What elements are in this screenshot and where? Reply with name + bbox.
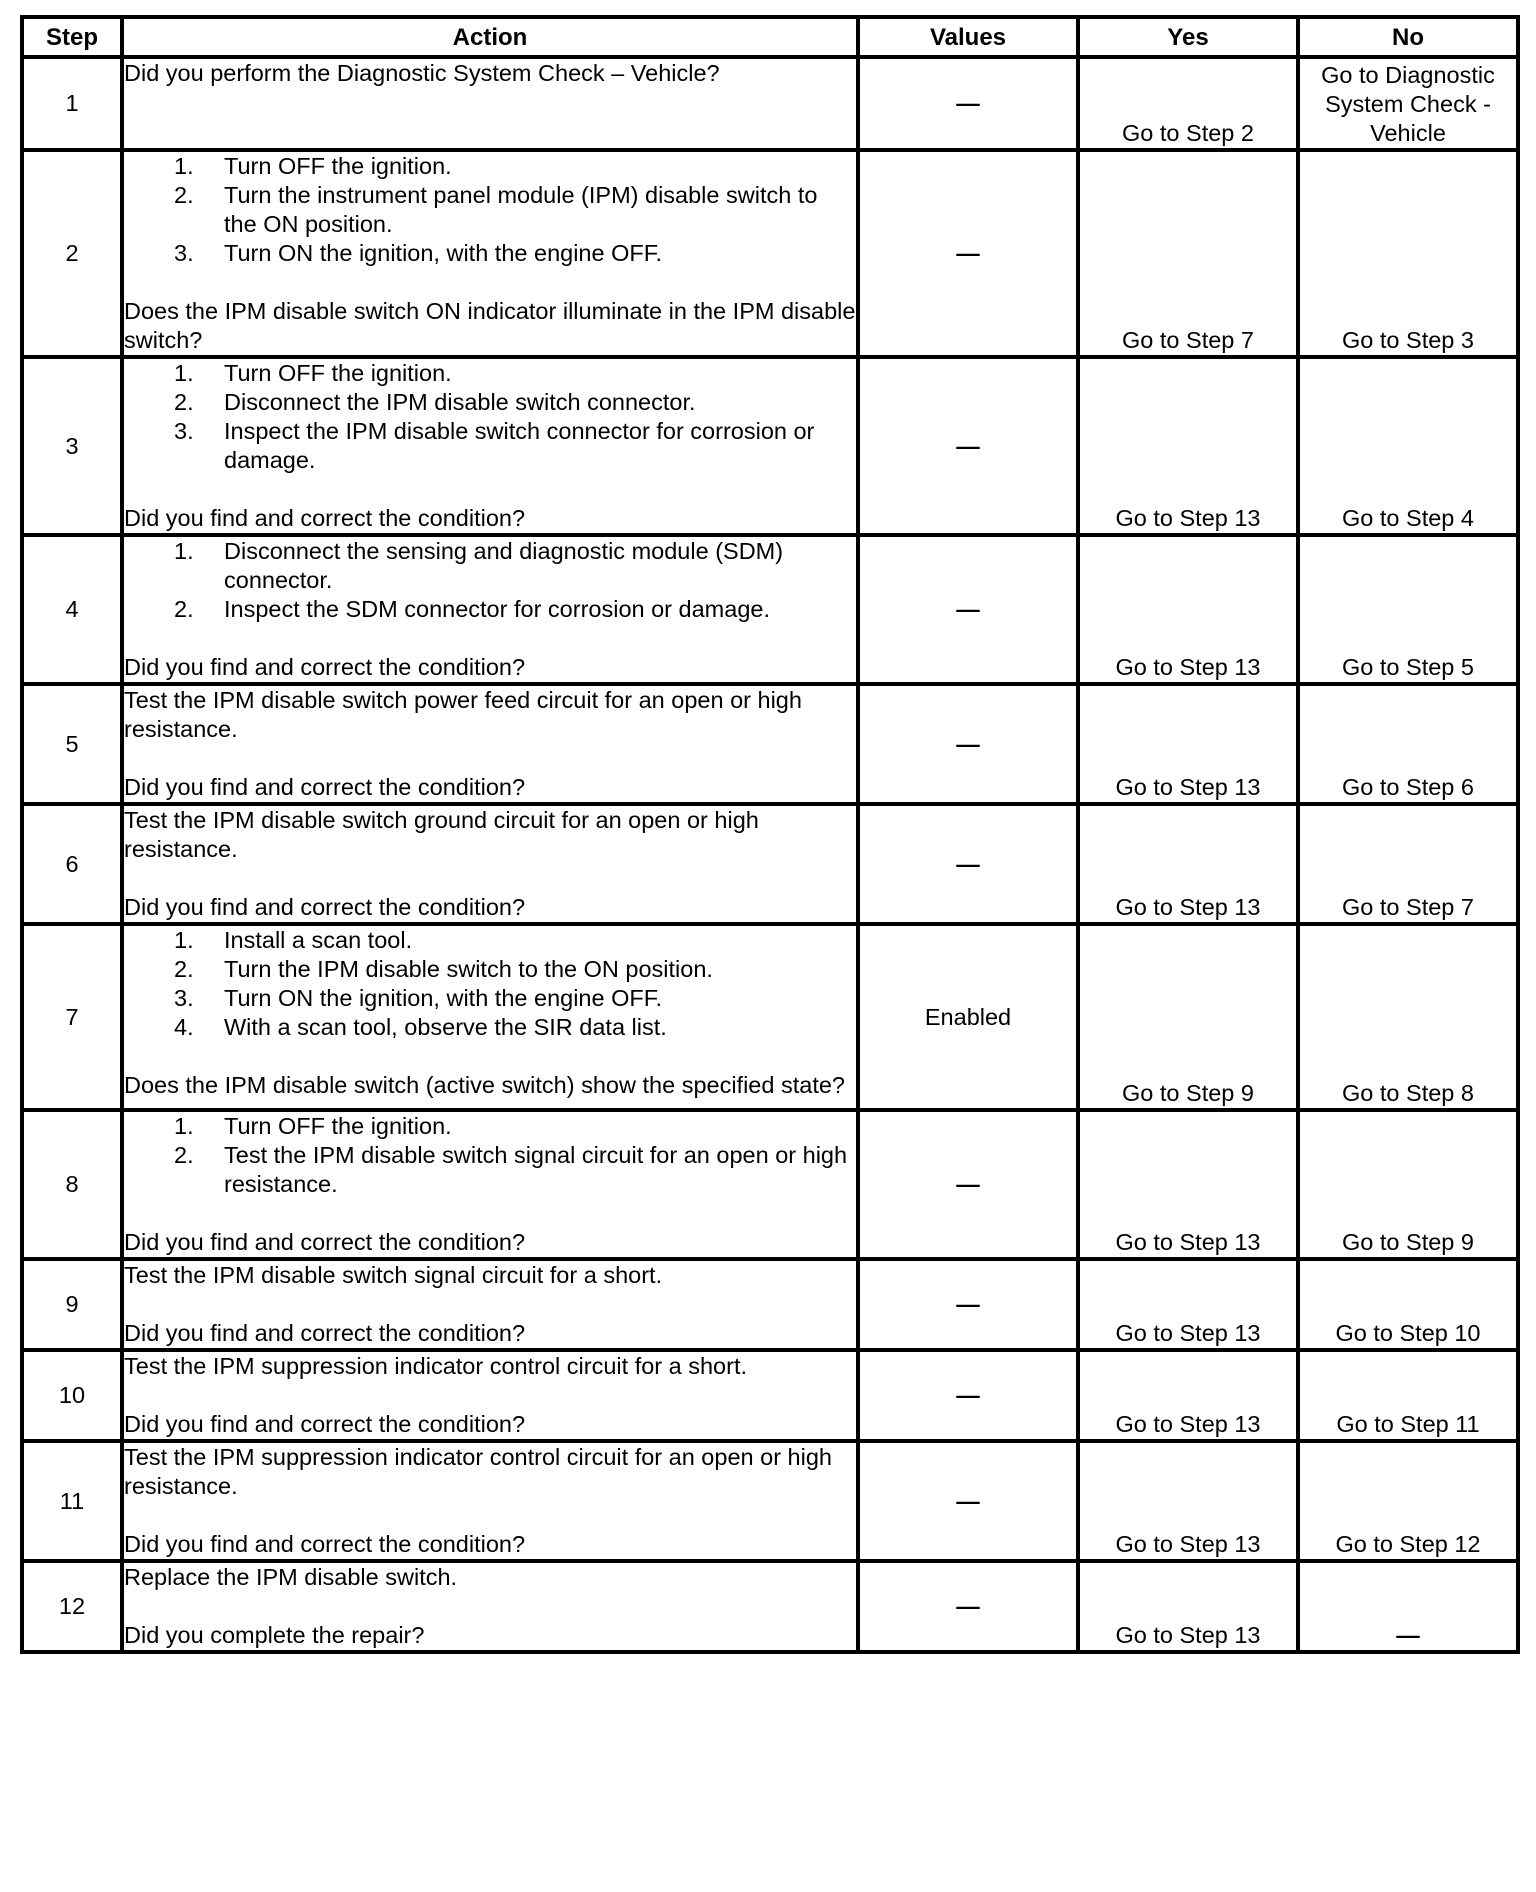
step-row-11 bbox=[22, 1441, 1518, 1561]
header-no: No bbox=[1298, 17, 1518, 57]
no-link[interactable]: Go to Step 7 bbox=[1298, 804, 1518, 924]
substep-text: Disconnect the sensing and diagnostic module (SDM) connector. bbox=[224, 538, 784, 593]
action-question: Did you complete the repair? bbox=[124, 1622, 425, 1648]
substep-text: Turn ON the ignition, with the engine OFF. bbox=[224, 240, 663, 266]
value-cell: Enabled bbox=[858, 924, 1078, 1110]
action-question: Does the IPM disable switch ON indicator illuminate in the IPM disable switch? bbox=[124, 298, 856, 353]
action-question: Did you find and correct the condition? bbox=[124, 654, 526, 680]
substep-text: Turn the instrument panel module (IPM) disable switch to the ON position. bbox=[224, 182, 818, 237]
step-row-4 bbox=[22, 535, 1518, 684]
value-cell: — bbox=[858, 1350, 1078, 1441]
no-cell: — bbox=[1298, 1561, 1518, 1652]
step-number: 1 bbox=[22, 57, 122, 150]
yes-link[interactable]: Go to Step 13 bbox=[1078, 804, 1298, 924]
substep-list bbox=[124, 537, 856, 624]
substep-number: 1. bbox=[174, 360, 194, 386]
header-values: Values bbox=[858, 17, 1078, 57]
value-cell: — bbox=[858, 1441, 1078, 1561]
step-number: 9 bbox=[22, 1259, 122, 1350]
step-row-1 bbox=[22, 57, 1518, 150]
substep-text: Turn OFF the ignition. bbox=[224, 360, 452, 386]
substep-item bbox=[124, 239, 856, 268]
substep-number: 3. bbox=[174, 985, 194, 1011]
value-cell: — bbox=[858, 1259, 1078, 1350]
step-row-7 bbox=[22, 924, 1518, 1110]
no-link[interactable]: Go to Step 9 bbox=[1298, 1110, 1518, 1259]
substep-item bbox=[124, 1013, 856, 1042]
action-question: Did you find and correct the condition? bbox=[124, 1411, 526, 1437]
no-link[interactable]: Go to Step 8 bbox=[1298, 924, 1518, 1110]
substep-item bbox=[124, 926, 856, 955]
substep-text: Disconnect the IPM disable switch connector. bbox=[224, 389, 696, 415]
substep-item bbox=[124, 181, 856, 239]
no-link[interactable]: Go to Step 3 bbox=[1298, 150, 1518, 357]
action-intro: Test the IPM disable switch ground circuit for an open or high resistance. bbox=[124, 807, 759, 862]
value-cell: — bbox=[858, 150, 1078, 357]
action-intro: Did you perform the Diagnostic System Check – Vehicle? bbox=[124, 60, 720, 86]
no-link[interactable]: Go to Step 6 bbox=[1298, 684, 1518, 804]
step-row-8 bbox=[22, 1110, 1518, 1259]
substep-number: 3. bbox=[174, 240, 194, 266]
substep-number: 3. bbox=[174, 418, 194, 444]
action-question: Did you find and correct the condition? bbox=[124, 1531, 526, 1557]
no-link[interactable]: Go to Diagnostic System Check - Vehicle bbox=[1298, 57, 1518, 150]
substep-list bbox=[124, 1112, 856, 1199]
yes-link[interactable]: Go to Step 13 bbox=[1078, 684, 1298, 804]
step-row-12 bbox=[22, 1561, 1518, 1652]
yes-link[interactable]: Go to Step 13 bbox=[1078, 1259, 1298, 1350]
substep-text: Test the IPM disable switch signal circuit for an open or high resistance. bbox=[224, 1142, 848, 1197]
action-cell bbox=[122, 804, 858, 924]
action-intro: Replace the IPM disable switch. bbox=[124, 1564, 458, 1590]
action-cell bbox=[122, 1259, 858, 1350]
value-cell: — bbox=[858, 684, 1078, 804]
substep-number: 1. bbox=[174, 1113, 194, 1139]
substep-number: 4. bbox=[174, 1014, 194, 1040]
no-link[interactable]: Go to Step 11 bbox=[1298, 1350, 1518, 1441]
value-cell: — bbox=[858, 1110, 1078, 1259]
header-row bbox=[22, 17, 1518, 57]
substep-number: 2. bbox=[174, 956, 194, 982]
action-question: Did you find and correct the condition? bbox=[124, 1229, 526, 1255]
substep-item bbox=[124, 152, 856, 181]
substep-list bbox=[124, 152, 856, 268]
value-cell: — bbox=[858, 804, 1078, 924]
substep-text: Turn OFF the ignition. bbox=[224, 1113, 452, 1139]
step-number: 5 bbox=[22, 684, 122, 804]
substep-text: Inspect the IPM disable switch connector for corrosion or damage. bbox=[224, 418, 815, 473]
yes-link[interactable]: Go to Step 2 bbox=[1078, 57, 1298, 150]
no-link[interactable]: Go to Step 5 bbox=[1298, 535, 1518, 684]
step-number: 8 bbox=[22, 1110, 122, 1259]
step-row-6 bbox=[22, 804, 1518, 924]
yes-link[interactable]: Go to Step 13 bbox=[1078, 535, 1298, 684]
value-cell: — bbox=[858, 357, 1078, 535]
action-cell bbox=[122, 1110, 858, 1259]
substep-text: Inspect the SDM connector for corrosion or damage. bbox=[224, 596, 770, 622]
substep-number: 1. bbox=[174, 153, 194, 179]
substep-item bbox=[124, 984, 856, 1013]
substep-number: 2. bbox=[174, 389, 194, 415]
substep-text: With a scan tool, observe the SIR data list. bbox=[224, 1014, 667, 1040]
substep-number: 2. bbox=[174, 596, 194, 622]
no-link[interactable]: Go to Step 4 bbox=[1298, 357, 1518, 535]
substep-item bbox=[124, 1141, 856, 1199]
step-number: 11 bbox=[22, 1441, 122, 1561]
step-number: 7 bbox=[22, 924, 122, 1110]
step-row-9 bbox=[22, 1259, 1518, 1350]
substep-list bbox=[124, 359, 856, 475]
header-action: Action bbox=[122, 17, 858, 57]
header-step: Step bbox=[22, 17, 122, 57]
diagnostic-table-document bbox=[20, 15, 1516, 1654]
yes-link[interactable]: Go to Step 13 bbox=[1078, 1441, 1298, 1561]
step-number: 4 bbox=[22, 535, 122, 684]
step-number: 3 bbox=[22, 357, 122, 535]
substep-item bbox=[124, 1112, 856, 1141]
action-intro: Test the IPM suppression indicator control circuit for a short. bbox=[124, 1353, 748, 1379]
step-number: 6 bbox=[22, 804, 122, 924]
substep-number: 1. bbox=[174, 927, 194, 953]
action-question: Did you find and correct the condition? bbox=[124, 774, 526, 800]
step-row-10 bbox=[22, 1350, 1518, 1441]
action-question: Did you find and correct the condition? bbox=[124, 894, 526, 920]
substep-text: Install a scan tool. bbox=[224, 927, 413, 953]
step-number: 10 bbox=[22, 1350, 122, 1441]
action-cell bbox=[122, 535, 858, 684]
substep-text: Turn ON the ignition, with the engine OFF. bbox=[224, 985, 663, 1011]
substep-item bbox=[124, 955, 856, 984]
action-cell bbox=[122, 1561, 858, 1652]
yes-link[interactable]: Go to Step 7 bbox=[1078, 150, 1298, 357]
action-cell bbox=[122, 57, 858, 150]
substep-item bbox=[124, 417, 856, 475]
header-yes: Yes bbox=[1078, 17, 1298, 57]
substep-text: Turn OFF the ignition. bbox=[224, 153, 452, 179]
yes-link[interactable]: Go to Step 13 bbox=[1078, 357, 1298, 535]
action-question: Does the IPM disable switch (active switch) show the specified state? bbox=[124, 1072, 845, 1098]
substep-number: 1. bbox=[174, 538, 194, 564]
action-cell bbox=[122, 924, 858, 1110]
substep-item bbox=[124, 359, 856, 388]
step-row-3 bbox=[22, 357, 1518, 535]
action-intro: Test the IPM disable switch power feed circuit for an open or high resistance. bbox=[124, 687, 802, 742]
action-cell bbox=[122, 684, 858, 804]
action-question: Did you find and correct the condition? bbox=[124, 505, 526, 531]
substep-item bbox=[124, 595, 856, 624]
substep-number: 2. bbox=[174, 182, 194, 208]
substep-item bbox=[124, 537, 856, 595]
substep-item bbox=[124, 388, 856, 417]
action-intro: Test the IPM disable switch signal circuit for a short. bbox=[124, 1262, 663, 1288]
step-row-5 bbox=[22, 684, 1518, 804]
value-cell: — bbox=[858, 57, 1078, 150]
value-cell: — bbox=[858, 1561, 1078, 1652]
action-cell bbox=[122, 1350, 858, 1441]
action-intro: Test the IPM suppression indicator control circuit for an open or high resistance. bbox=[124, 1444, 832, 1499]
yes-link[interactable]: Go to Step 13 bbox=[1078, 1561, 1298, 1652]
diagnostic-table bbox=[20, 15, 1520, 1654]
substep-list bbox=[124, 926, 856, 1042]
yes-link[interactable]: Go to Step 9 bbox=[1078, 924, 1298, 1110]
action-cell bbox=[122, 357, 858, 535]
step-number: 2 bbox=[22, 150, 122, 357]
action-cell bbox=[122, 1441, 858, 1561]
step-row-2 bbox=[22, 150, 1518, 357]
yes-link[interactable]: Go to Step 13 bbox=[1078, 1110, 1298, 1259]
step-number: 12 bbox=[22, 1561, 122, 1652]
substep-text: Turn the IPM disable switch to the ON position. bbox=[224, 956, 713, 982]
action-cell bbox=[122, 150, 858, 357]
yes-link[interactable]: Go to Step 13 bbox=[1078, 1350, 1298, 1441]
action-question: Did you find and correct the condition? bbox=[124, 1320, 526, 1346]
value-cell: — bbox=[858, 535, 1078, 684]
no-link[interactable]: Go to Step 12 bbox=[1298, 1441, 1518, 1561]
substep-number: 2. bbox=[174, 1142, 194, 1168]
no-link[interactable]: Go to Step 10 bbox=[1298, 1259, 1518, 1350]
